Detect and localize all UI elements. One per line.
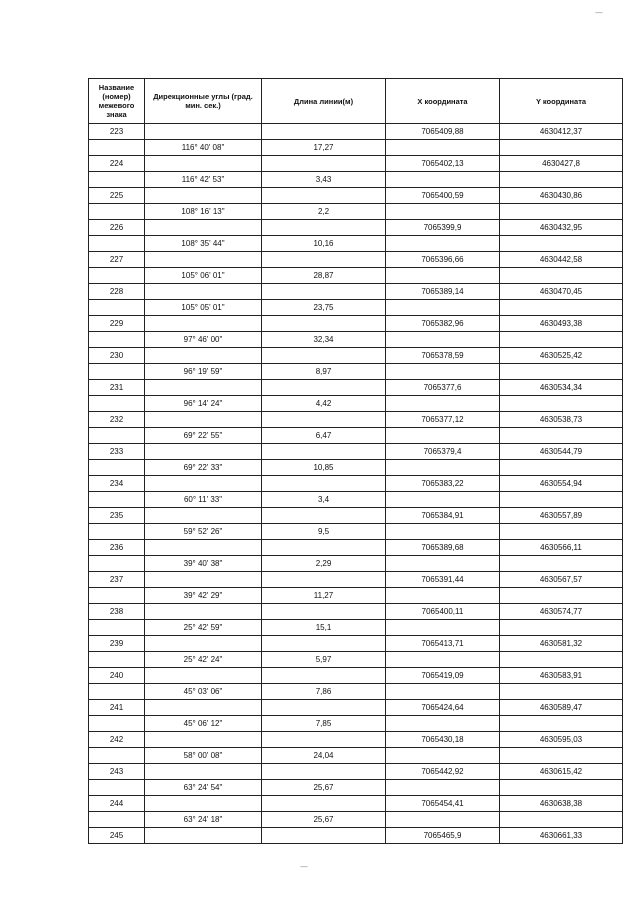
point-name-cell bbox=[89, 652, 145, 668]
line-length-cell bbox=[262, 156, 386, 172]
y-coordinate-cell: 4630595,03 bbox=[500, 732, 623, 748]
header-y-coordinate: Y координата bbox=[500, 79, 623, 124]
line-length-cell bbox=[262, 572, 386, 588]
x-coordinate-cell: 7065465,9 bbox=[386, 828, 500, 844]
x-coordinate-cell bbox=[386, 620, 500, 636]
table-row bbox=[89, 508, 623, 524]
direction-angle-cell: 108° 16' 13" bbox=[145, 204, 262, 220]
line-length-cell bbox=[262, 412, 386, 428]
point-name-cell: 223 bbox=[89, 124, 145, 140]
table-header-row bbox=[89, 79, 623, 124]
table-row bbox=[89, 316, 623, 332]
line-length-cell: 5,97 bbox=[262, 652, 386, 668]
line-length-cell bbox=[262, 700, 386, 716]
table-row bbox=[89, 476, 623, 492]
y-coordinate-cell: 4630583,91 bbox=[500, 668, 623, 684]
point-name-cell bbox=[89, 524, 145, 540]
y-coordinate-cell bbox=[500, 620, 623, 636]
table-row bbox=[89, 732, 623, 748]
direction-angle-cell bbox=[145, 540, 262, 556]
x-coordinate-cell bbox=[386, 172, 500, 188]
point-name-cell: 245 bbox=[89, 828, 145, 844]
x-coordinate-cell bbox=[386, 428, 500, 444]
table-row bbox=[89, 284, 623, 300]
point-name-cell: 237 bbox=[89, 572, 145, 588]
line-length-cell: 3,4 bbox=[262, 492, 386, 508]
y-coordinate-cell: 4630427,8 bbox=[500, 156, 623, 172]
x-coordinate-cell: 7065413,71 bbox=[386, 636, 500, 652]
line-length-cell: 23,75 bbox=[262, 300, 386, 316]
x-coordinate-cell bbox=[386, 460, 500, 476]
direction-angle-cell: 108° 35' 44" bbox=[145, 236, 262, 252]
point-name-cell bbox=[89, 204, 145, 220]
table-row bbox=[89, 524, 623, 540]
line-length-cell: 32,34 bbox=[262, 332, 386, 348]
table-row bbox=[89, 252, 623, 268]
point-name-cell: 243 bbox=[89, 764, 145, 780]
x-coordinate-cell: 7065379,4 bbox=[386, 444, 500, 460]
point-name-cell bbox=[89, 812, 145, 828]
direction-angle-cell: 45° 03' 06" bbox=[145, 684, 262, 700]
x-coordinate-cell: 7065389,68 bbox=[386, 540, 500, 556]
line-length-cell: 7,85 bbox=[262, 716, 386, 732]
y-coordinate-cell bbox=[500, 492, 623, 508]
table-row bbox=[89, 428, 623, 444]
y-coordinate-cell: 4630470,45 bbox=[500, 284, 623, 300]
direction-angle-cell: 25° 42' 24" bbox=[145, 652, 262, 668]
table-row bbox=[89, 796, 623, 812]
direction-angle-cell: 63° 24' 54" bbox=[145, 780, 262, 796]
y-coordinate-cell: 4630432,95 bbox=[500, 220, 623, 236]
line-length-cell bbox=[262, 796, 386, 812]
x-coordinate-cell: 7065383,22 bbox=[386, 476, 500, 492]
direction-angle-cell bbox=[145, 252, 262, 268]
point-name-cell: 236 bbox=[89, 540, 145, 556]
table-row bbox=[89, 204, 623, 220]
direction-angle-cell bbox=[145, 220, 262, 236]
y-coordinate-cell bbox=[500, 364, 623, 380]
point-name-cell bbox=[89, 716, 145, 732]
scan-mark: — bbox=[595, 8, 603, 17]
line-length-cell: 17,27 bbox=[262, 140, 386, 156]
table-row bbox=[89, 188, 623, 204]
point-name-cell bbox=[89, 620, 145, 636]
direction-angle-cell bbox=[145, 572, 262, 588]
table-row bbox=[89, 332, 623, 348]
line-length-cell bbox=[262, 220, 386, 236]
y-coordinate-cell bbox=[500, 460, 623, 476]
y-coordinate-cell: 4630554,94 bbox=[500, 476, 623, 492]
point-name-cell: 229 bbox=[89, 316, 145, 332]
line-length-cell bbox=[262, 284, 386, 300]
direction-angle-cell bbox=[145, 668, 262, 684]
direction-angle-cell bbox=[145, 604, 262, 620]
y-coordinate-cell: 4630589,47 bbox=[500, 700, 623, 716]
y-coordinate-cell bbox=[500, 428, 623, 444]
line-length-cell: 24,04 bbox=[262, 748, 386, 764]
y-coordinate-cell bbox=[500, 236, 623, 252]
point-name-cell: 234 bbox=[89, 476, 145, 492]
y-coordinate-cell: 4630581,32 bbox=[500, 636, 623, 652]
y-coordinate-cell: 4630615,42 bbox=[500, 764, 623, 780]
x-coordinate-cell: 7065378,59 bbox=[386, 348, 500, 364]
x-coordinate-cell bbox=[386, 204, 500, 220]
x-coordinate-cell bbox=[386, 748, 500, 764]
direction-angle-cell bbox=[145, 828, 262, 844]
y-coordinate-cell bbox=[500, 716, 623, 732]
line-length-cell: 28,87 bbox=[262, 268, 386, 284]
table-row bbox=[89, 364, 623, 380]
x-coordinate-cell: 7065382,96 bbox=[386, 316, 500, 332]
table-row bbox=[89, 700, 623, 716]
point-name-cell: 242 bbox=[89, 732, 145, 748]
header-point-name: Название (номер) межевого знака bbox=[89, 79, 145, 124]
line-length-cell: 25,67 bbox=[262, 812, 386, 828]
x-coordinate-cell bbox=[386, 780, 500, 796]
point-name-cell bbox=[89, 588, 145, 604]
table-row bbox=[89, 156, 623, 172]
line-length-cell: 25,67 bbox=[262, 780, 386, 796]
table-row bbox=[89, 460, 623, 476]
x-coordinate-cell: 7065377,12 bbox=[386, 412, 500, 428]
y-coordinate-cell: 4630538,73 bbox=[500, 412, 623, 428]
boundary-coordinates-table bbox=[88, 78, 623, 844]
direction-angle-cell bbox=[145, 508, 262, 524]
y-coordinate-cell bbox=[500, 812, 623, 828]
point-name-cell bbox=[89, 268, 145, 284]
x-coordinate-cell: 7065454,41 bbox=[386, 796, 500, 812]
direction-angle-cell bbox=[145, 764, 262, 780]
point-name-cell bbox=[89, 460, 145, 476]
x-coordinate-cell bbox=[386, 812, 500, 828]
point-name-cell: 227 bbox=[89, 252, 145, 268]
direction-angle-cell: 69° 22' 55" bbox=[145, 428, 262, 444]
y-coordinate-cell: 4630493,38 bbox=[500, 316, 623, 332]
table-row bbox=[89, 828, 623, 844]
point-name-cell bbox=[89, 332, 145, 348]
point-name-cell bbox=[89, 396, 145, 412]
point-name-cell: 239 bbox=[89, 636, 145, 652]
y-coordinate-cell bbox=[500, 748, 623, 764]
direction-angle-cell: 69° 22' 33" bbox=[145, 460, 262, 476]
x-coordinate-cell bbox=[386, 556, 500, 572]
x-coordinate-cell: 7065419,09 bbox=[386, 668, 500, 684]
table-row bbox=[89, 236, 623, 252]
y-coordinate-cell bbox=[500, 556, 623, 572]
x-coordinate-cell bbox=[386, 300, 500, 316]
header-direction-angle: Дирекционные углы (град. мин. сек.) bbox=[145, 79, 262, 124]
table-row bbox=[89, 300, 623, 316]
direction-angle-cell bbox=[145, 796, 262, 812]
line-length-cell bbox=[262, 828, 386, 844]
y-coordinate-cell: 4630534,34 bbox=[500, 380, 623, 396]
x-coordinate-cell: 7065384,91 bbox=[386, 508, 500, 524]
line-length-cell: 4,42 bbox=[262, 396, 386, 412]
line-length-cell: 3,43 bbox=[262, 172, 386, 188]
y-coordinate-cell bbox=[500, 524, 623, 540]
direction-angle-cell: 105° 06' 01" bbox=[145, 268, 262, 284]
y-coordinate-cell bbox=[500, 684, 623, 700]
table-row bbox=[89, 668, 623, 684]
point-name-cell bbox=[89, 364, 145, 380]
point-name-cell: 244 bbox=[89, 796, 145, 812]
line-length-cell: 15,1 bbox=[262, 620, 386, 636]
point-name-cell: 233 bbox=[89, 444, 145, 460]
point-name-cell: 225 bbox=[89, 188, 145, 204]
direction-angle-cell bbox=[145, 348, 262, 364]
y-coordinate-cell: 4630430,86 bbox=[500, 188, 623, 204]
x-coordinate-cell bbox=[386, 396, 500, 412]
line-length-cell bbox=[262, 540, 386, 556]
direction-angle-cell: 39° 42' 29" bbox=[145, 588, 262, 604]
table-row bbox=[89, 780, 623, 796]
line-length-cell: 7,86 bbox=[262, 684, 386, 700]
y-coordinate-cell bbox=[500, 652, 623, 668]
table-row bbox=[89, 556, 623, 572]
point-name-cell bbox=[89, 556, 145, 572]
y-coordinate-cell: 4630638,38 bbox=[500, 796, 623, 812]
table-row bbox=[89, 172, 623, 188]
direction-angle-cell: 96° 14' 24" bbox=[145, 396, 262, 412]
direction-angle-cell: 59° 52' 26" bbox=[145, 524, 262, 540]
x-coordinate-cell: 7065399,9 bbox=[386, 220, 500, 236]
scan-mark: — bbox=[300, 862, 308, 871]
line-length-cell: 10,85 bbox=[262, 460, 386, 476]
line-length-cell bbox=[262, 316, 386, 332]
direction-angle-cell bbox=[145, 636, 262, 652]
point-name-cell: 238 bbox=[89, 604, 145, 620]
point-name-cell: 226 bbox=[89, 220, 145, 236]
point-name-cell bbox=[89, 172, 145, 188]
table-row bbox=[89, 588, 623, 604]
table-row bbox=[89, 748, 623, 764]
line-length-cell bbox=[262, 732, 386, 748]
table-row bbox=[89, 220, 623, 236]
table-row bbox=[89, 604, 623, 620]
point-name-cell bbox=[89, 236, 145, 252]
x-coordinate-cell bbox=[386, 588, 500, 604]
y-coordinate-cell: 4630412,37 bbox=[500, 124, 623, 140]
table-row bbox=[89, 620, 623, 636]
table-row bbox=[89, 684, 623, 700]
y-coordinate-cell bbox=[500, 780, 623, 796]
point-name-cell bbox=[89, 428, 145, 444]
direction-angle-cell: 25° 42' 59" bbox=[145, 620, 262, 636]
point-name-cell: 228 bbox=[89, 284, 145, 300]
direction-angle-cell: 97° 46' 00" bbox=[145, 332, 262, 348]
table-row bbox=[89, 348, 623, 364]
line-length-cell bbox=[262, 252, 386, 268]
direction-angle-cell: 39° 40' 38" bbox=[145, 556, 262, 572]
x-coordinate-cell bbox=[386, 652, 500, 668]
table-row bbox=[89, 444, 623, 460]
x-coordinate-cell: 7065396,66 bbox=[386, 252, 500, 268]
line-length-cell: 11,27 bbox=[262, 588, 386, 604]
direction-angle-cell bbox=[145, 444, 262, 460]
x-coordinate-cell bbox=[386, 524, 500, 540]
line-length-cell bbox=[262, 348, 386, 364]
direction-angle-cell bbox=[145, 156, 262, 172]
direction-angle-cell: 63° 24' 18" bbox=[145, 812, 262, 828]
line-length-cell: 6,47 bbox=[262, 428, 386, 444]
table-row bbox=[89, 716, 623, 732]
y-coordinate-cell bbox=[500, 300, 623, 316]
y-coordinate-cell bbox=[500, 172, 623, 188]
table-row bbox=[89, 492, 623, 508]
y-coordinate-cell bbox=[500, 588, 623, 604]
point-name-cell bbox=[89, 300, 145, 316]
y-coordinate-cell: 4630567,57 bbox=[500, 572, 623, 588]
point-name-cell: 230 bbox=[89, 348, 145, 364]
line-length-cell bbox=[262, 188, 386, 204]
direction-angle-cell bbox=[145, 316, 262, 332]
table-row bbox=[89, 412, 623, 428]
direction-angle-cell bbox=[145, 700, 262, 716]
line-length-cell bbox=[262, 668, 386, 684]
direction-angle-cell bbox=[145, 412, 262, 428]
point-name-cell bbox=[89, 748, 145, 764]
x-coordinate-cell: 7065377,6 bbox=[386, 380, 500, 396]
direction-angle-cell: 96° 19' 59" bbox=[145, 364, 262, 380]
table-row bbox=[89, 396, 623, 412]
x-coordinate-cell bbox=[386, 364, 500, 380]
point-name-cell bbox=[89, 492, 145, 508]
line-length-cell bbox=[262, 636, 386, 652]
y-coordinate-cell bbox=[500, 140, 623, 156]
line-length-cell: 2,2 bbox=[262, 204, 386, 220]
y-coordinate-cell bbox=[500, 204, 623, 220]
y-coordinate-cell: 4630661,33 bbox=[500, 828, 623, 844]
y-coordinate-cell: 4630574,77 bbox=[500, 604, 623, 620]
table-row bbox=[89, 540, 623, 556]
y-coordinate-cell bbox=[500, 396, 623, 412]
point-name-cell bbox=[89, 780, 145, 796]
table-row bbox=[89, 124, 623, 140]
line-length-cell: 10,16 bbox=[262, 236, 386, 252]
direction-angle-cell bbox=[145, 124, 262, 140]
header-line-length: Длина линии(м) bbox=[262, 79, 386, 124]
x-coordinate-cell: 7065391,44 bbox=[386, 572, 500, 588]
x-coordinate-cell: 7065400,11 bbox=[386, 604, 500, 620]
y-coordinate-cell: 4630544,79 bbox=[500, 444, 623, 460]
direction-angle-cell bbox=[145, 284, 262, 300]
point-name-cell: 232 bbox=[89, 412, 145, 428]
line-length-cell bbox=[262, 476, 386, 492]
x-coordinate-cell bbox=[386, 140, 500, 156]
y-coordinate-cell: 4630525,42 bbox=[500, 348, 623, 364]
x-coordinate-cell bbox=[386, 684, 500, 700]
direction-angle-cell bbox=[145, 188, 262, 204]
x-coordinate-cell: 7065389,14 bbox=[386, 284, 500, 300]
direction-angle-cell bbox=[145, 380, 262, 396]
table-row bbox=[89, 572, 623, 588]
y-coordinate-cell: 4630557,89 bbox=[500, 508, 623, 524]
direction-angle-cell: 45° 06' 12" bbox=[145, 716, 262, 732]
point-name-cell bbox=[89, 140, 145, 156]
point-name-cell: 231 bbox=[89, 380, 145, 396]
y-coordinate-cell bbox=[500, 268, 623, 284]
table-row bbox=[89, 268, 623, 284]
table-row bbox=[89, 812, 623, 828]
table-row bbox=[89, 380, 623, 396]
table-row bbox=[89, 140, 623, 156]
x-coordinate-cell bbox=[386, 492, 500, 508]
point-name-cell bbox=[89, 684, 145, 700]
direction-angle-cell: 58° 00' 08" bbox=[145, 748, 262, 764]
direction-angle-cell bbox=[145, 732, 262, 748]
x-coordinate-cell: 7065430,18 bbox=[386, 732, 500, 748]
direction-angle-cell: 60° 11' 33" bbox=[145, 492, 262, 508]
header-x-coordinate: X координата bbox=[386, 79, 500, 124]
line-length-cell bbox=[262, 604, 386, 620]
x-coordinate-cell bbox=[386, 332, 500, 348]
point-name-cell: 240 bbox=[89, 668, 145, 684]
x-coordinate-cell: 7065424,64 bbox=[386, 700, 500, 716]
y-coordinate-cell: 4630442,58 bbox=[500, 252, 623, 268]
point-name-cell: 235 bbox=[89, 508, 145, 524]
x-coordinate-cell: 7065402,13 bbox=[386, 156, 500, 172]
line-length-cell: 8,97 bbox=[262, 364, 386, 380]
line-length-cell bbox=[262, 508, 386, 524]
x-coordinate-cell bbox=[386, 716, 500, 732]
direction-angle-cell: 116° 40' 08" bbox=[145, 140, 262, 156]
x-coordinate-cell bbox=[386, 236, 500, 252]
x-coordinate-cell bbox=[386, 268, 500, 284]
y-coordinate-cell bbox=[500, 332, 623, 348]
direction-angle-cell: 116° 42' 53" bbox=[145, 172, 262, 188]
x-coordinate-cell: 7065400,59 bbox=[386, 188, 500, 204]
table-row bbox=[89, 764, 623, 780]
line-length-cell bbox=[262, 380, 386, 396]
point-name-cell: 241 bbox=[89, 700, 145, 716]
line-length-cell: 2,29 bbox=[262, 556, 386, 572]
line-length-cell: 9,5 bbox=[262, 524, 386, 540]
line-length-cell bbox=[262, 444, 386, 460]
line-length-cell bbox=[262, 764, 386, 780]
direction-angle-cell bbox=[145, 476, 262, 492]
point-name-cell: 224 bbox=[89, 156, 145, 172]
x-coordinate-cell: 7065442,92 bbox=[386, 764, 500, 780]
y-coordinate-cell: 4630566,11 bbox=[500, 540, 623, 556]
direction-angle-cell: 105° 05' 01" bbox=[145, 300, 262, 316]
x-coordinate-cell: 7065409,88 bbox=[386, 124, 500, 140]
table-row bbox=[89, 636, 623, 652]
line-length-cell bbox=[262, 124, 386, 140]
table-row bbox=[89, 652, 623, 668]
